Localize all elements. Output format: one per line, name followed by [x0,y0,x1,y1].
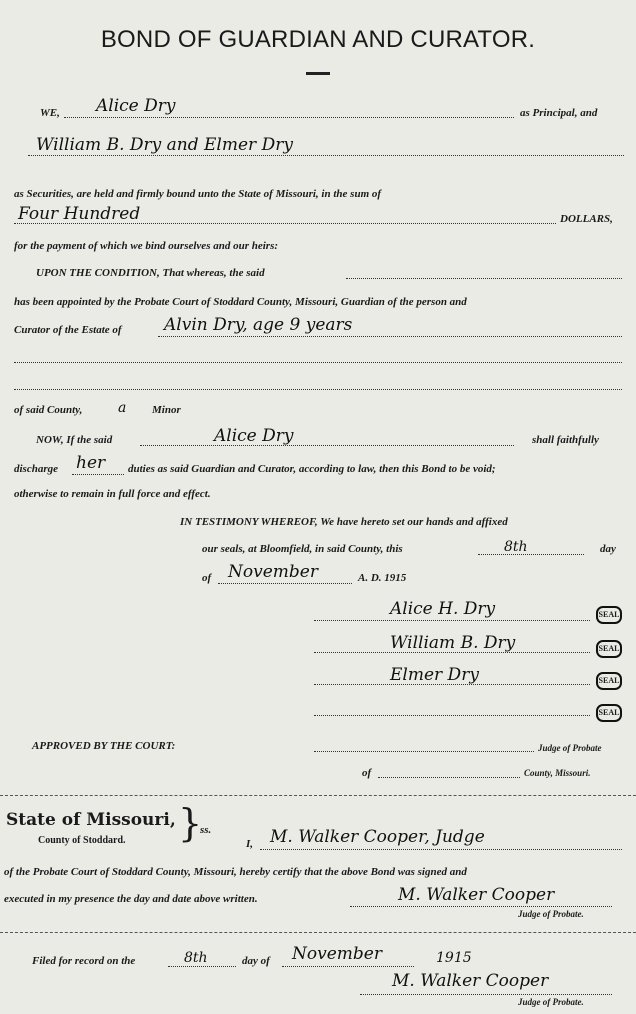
filed-month-line [282,966,414,967]
her-line [72,474,124,475]
day-value: 8th [504,539,528,555]
minor-label: Minor [152,404,181,416]
filed-year: 1915 [436,950,472,966]
securities-line [28,155,624,156]
cert-line-2: executed in my presence the day and date above written. [4,893,258,905]
filed-signature-line [360,994,612,995]
month-line [218,583,352,584]
now-text: NOW, If the said [36,434,113,446]
ad-label: A. D. 1915 [358,572,407,584]
duties-text: duties as said Guardian and Curator, according to law, then this Bond to be void; [128,463,496,475]
signature-1: Alice H. Dry [390,599,496,619]
a-mark: a [118,400,127,416]
sum-amount: Four Hundred [18,204,141,224]
securities-names: William B. Dry and Elmer Dry [36,135,293,155]
county-text: of said County, [14,404,83,416]
seal-2: SEAL [596,640,622,658]
ward-line [158,336,622,337]
cert-signature: M. Walker Cooper [398,885,555,905]
seals-text: our seals, at Bloomfield, in said County, this [202,543,403,555]
blank-line-2 [14,389,622,390]
ss-label: ss. [200,824,212,836]
condition-text: UPON THE CONDITION, That whereas, the said [36,267,265,279]
approval-judge-line [314,751,534,752]
judge-name: M. Walker Cooper, Judge [270,827,485,847]
approval-county-line [378,777,520,778]
signature-2: William B. Dry [390,633,516,653]
approval-county-label: County, Missouri. [524,768,591,778]
filed-judge-label: Judge of Probate. [518,997,584,1007]
filed-month: November [292,944,382,964]
title-rule [306,72,330,75]
we-label: WE, [40,107,60,119]
filed-text: Filed for record on the [32,955,136,967]
day-label: day [600,543,616,555]
signature-line-1 [314,620,590,621]
cert-signature-line [350,906,612,907]
discharge-text: discharge [14,463,58,475]
filed-signature: M. Walker Cooper [392,971,549,991]
principal-name: Alice Dry [96,96,176,116]
otherwise-text: otherwise to remain in full force and effect. [14,488,211,500]
blank-line-1 [14,362,622,363]
i-label: I, [246,838,254,850]
signature-line-4 [314,715,590,716]
appointed-text: has been appointed by the Probate Court of Stoddard County, Missouri, Guardian of the person and [14,296,467,308]
approved-text: APPROVED BY THE COURT: [32,740,176,752]
her-word: her [76,453,106,473]
of-label: of [202,572,212,584]
seal-3: SEAL [596,672,622,690]
securities-text: as Securities, are held and firmly bound unto the State of Missouri, in the sum of [14,188,382,200]
condition-line [346,278,622,279]
section-divider-1 [0,795,636,796]
approval-of-label: of [362,767,372,779]
now-name: Alice Dry [214,426,294,446]
filed-day-of: day of [242,955,270,967]
dollars-label: DOLLARS, [560,213,613,225]
brace-mark: } [178,801,203,845]
section-divider-2 [0,932,636,933]
cert-judge-label: Judge of Probate. [518,909,584,919]
curator-text: Curator of the Estate of [14,324,122,336]
county-label: County of Stoddard. [38,835,126,846]
day-line [478,554,584,555]
principal-line [64,117,514,118]
document-title: BOND OF GUARDIAN AND CURATOR. [100,26,536,53]
testimony-text: IN TESTIMONY WHEREOF, We have hereto set our hands and affixed [180,516,508,528]
cert-line-1: of the Probate Court of Stoddard County, Missouri, hereby certify that the above Bond was signed and [4,866,467,878]
payment-text: for the payment of which we bind ourselves and our heirs: [14,240,279,252]
seal-4: SEAL [596,704,622,722]
shall-text: shall faithfully [532,434,599,446]
seal-1: SEAL [596,606,622,624]
approval-judge-label: Judge of Probate [538,743,602,753]
now-line [140,445,514,446]
judge-name-line [260,849,622,850]
month-value: November [228,562,318,582]
signature-3: Elmer Dry [390,665,479,685]
ward-name: Alvin Dry, age 9 years [164,315,353,335]
as-principal-label: as Principal, and [520,107,598,119]
state-label: State of Missouri, [6,810,176,830]
filed-day: 8th [184,950,208,966]
